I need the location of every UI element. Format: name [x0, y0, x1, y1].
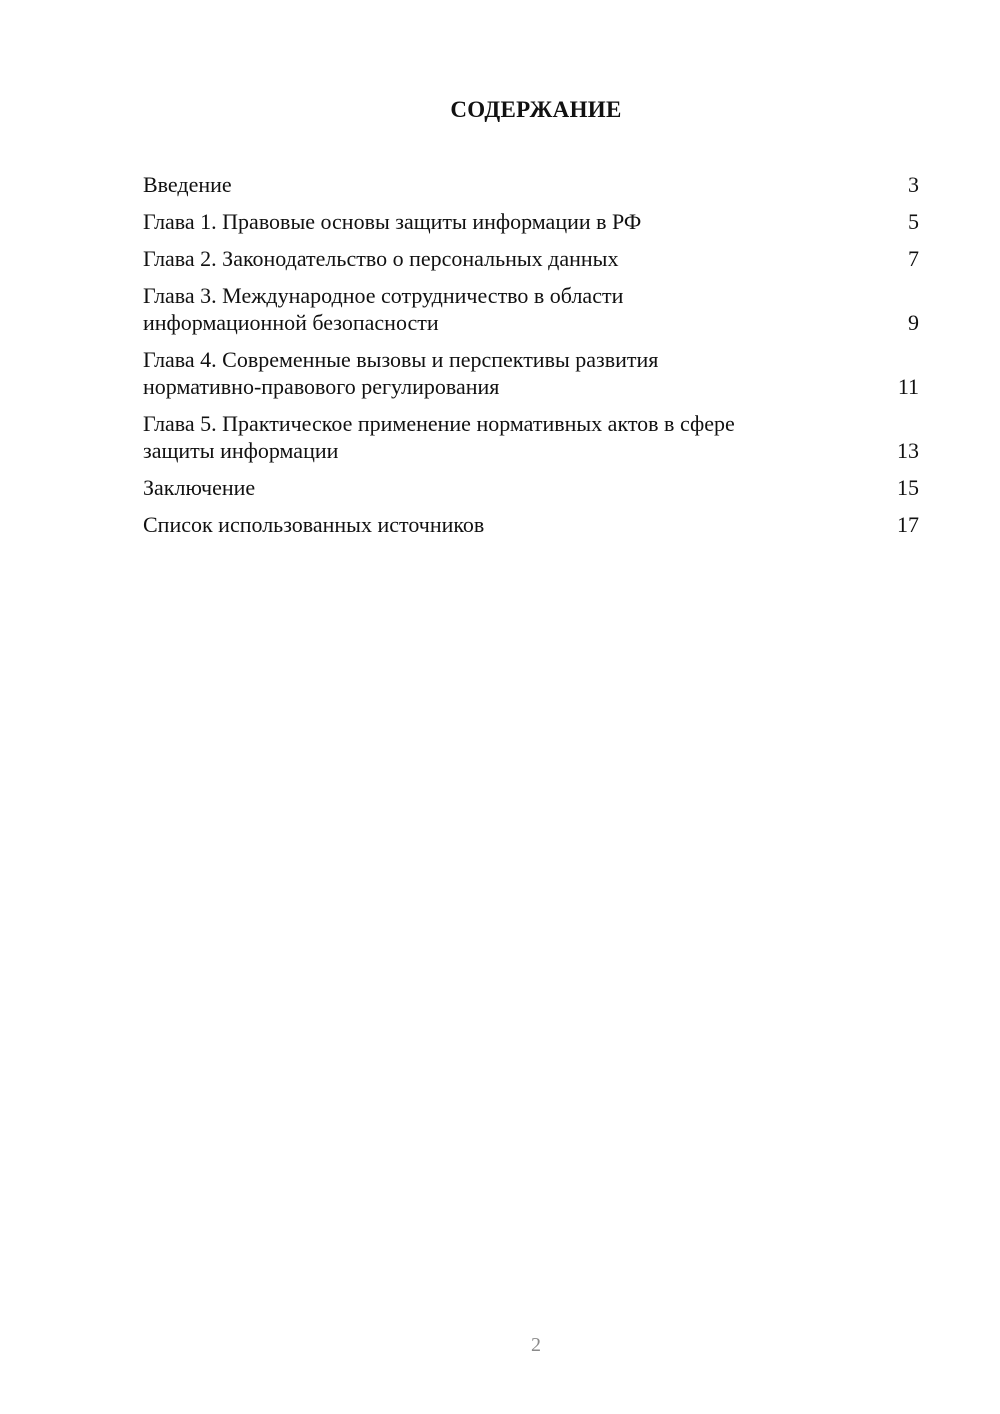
toc-entry-line: Список использованных источников — [143, 512, 485, 537]
toc-entry-title — [143, 245, 618, 272]
toc-entry-title — [143, 346, 658, 400]
toc-entry-introduction — [143, 171, 919, 198]
toc-entry-chapter-4 — [143, 346, 919, 400]
toc-entry-line: Введение — [143, 172, 232, 197]
toc-entry-chapter-5 — [143, 410, 919, 464]
toc-entry-title — [143, 511, 484, 538]
table-of-contents — [143, 171, 919, 548]
toc-entry-line: Глава 4. Современные вызовы и перспективы развития — [143, 347, 659, 372]
toc-entry-title — [143, 171, 232, 198]
toc-entry-line: нормативно-правового регулирования — [143, 374, 500, 399]
toc-entry-conclusion — [143, 474, 919, 501]
page-number: 2 — [531, 1334, 541, 1356]
toc-entry-line: защиты информации — [143, 438, 339, 463]
toc-entry-chapter-1 — [143, 208, 919, 235]
toc-entry-page: 11 — [897, 374, 919, 399]
toc-entry-page: 15 — [897, 475, 919, 500]
toc-heading: СОДЕРЖАНИЕ — [450, 97, 622, 122]
toc-entry-page: 17 — [897, 512, 919, 537]
toc-entry-page: 5 — [908, 209, 919, 234]
toc-entry-line: Глава 5. Практическое применение нормативных актов в сфере — [143, 411, 735, 436]
toc-entry-page: 13 — [897, 438, 919, 463]
toc-entry-chapter-3 — [143, 282, 919, 336]
toc-entry-references — [143, 511, 919, 538]
toc-entry-line: Глава 2. Законодательство о персональных данных — [143, 246, 619, 271]
toc-entry-title — [143, 208, 641, 235]
toc-entry-line: информационной безопасности — [143, 310, 439, 335]
toc-entry-title — [143, 410, 735, 464]
toc-entry-page: 3 — [908, 172, 919, 197]
toc-entry-page: 9 — [908, 310, 919, 335]
toc-entry-title — [143, 282, 623, 336]
toc-entry-line: Заключение — [143, 475, 256, 500]
toc-entry-page: 7 — [908, 246, 919, 271]
toc-entry-chapter-2 — [143, 245, 919, 272]
toc-entry-title — [143, 474, 255, 501]
toc-entry-line: Глава 1. Правовые основы защиты информации в РФ — [143, 209, 642, 234]
toc-entry-line: Глава 3. Международное сотрудничество в области — [143, 283, 624, 308]
